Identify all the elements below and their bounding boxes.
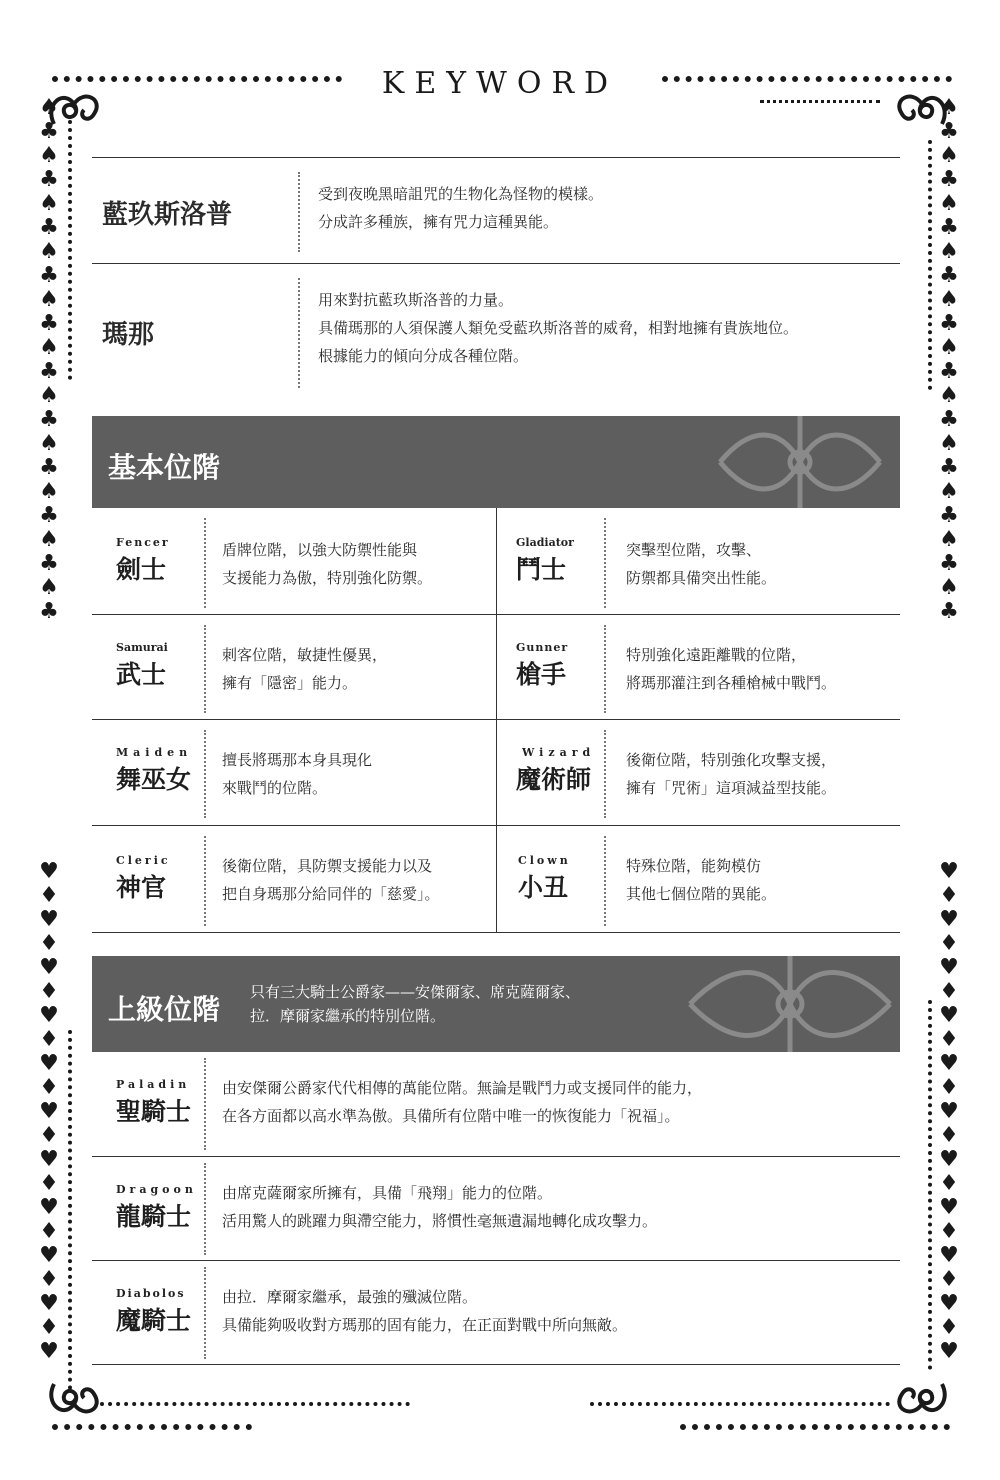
class-chinese-name: 神官	[116, 873, 167, 902]
class-english-name: Fencer	[116, 536, 170, 549]
description-line: 擁有「咒術」這項減益型技能。	[626, 779, 837, 797]
class-chinese-name: 魔術師	[516, 765, 592, 794]
class-cell-maiden	[92, 720, 496, 825]
definition-row-lanjiusiluopu	[92, 158, 900, 262]
description-line: 在各方面都以高水準為傲。具備所有位階中唯一的恢復能力「祝福」。	[222, 1107, 680, 1125]
page-title: KEYWORD	[381, 66, 619, 101]
description-line: 後衛位階，特別強化攻擊支援，	[626, 751, 837, 769]
dotted-divider	[604, 625, 606, 713]
section-banner-advanced	[92, 956, 900, 1052]
dotted-divider	[298, 278, 300, 388]
class-cell-clown	[498, 826, 900, 932]
class-english-name: Clown	[518, 854, 571, 867]
class-cell-gladiator	[498, 508, 900, 614]
definition-term: 藍玖斯洛普	[102, 200, 233, 230]
class-description	[222, 746, 372, 802]
class-english-name: Samurai	[116, 641, 168, 654]
description-line: 擁有「隱密」能力。	[222, 674, 358, 692]
description-line: 盾牌位階，以強大防禦性能與	[222, 541, 418, 559]
definition-term: 瑪那	[102, 320, 155, 350]
description-line: 根據能力的傾向分成各種位階。	[318, 347, 529, 365]
corner-scroll-bottom-left-icon	[44, 1374, 104, 1424]
class-chinese-name: 武士	[116, 660, 167, 689]
frame-bottom-right-border	[590, 1402, 890, 1406]
frame-left-lower-border	[68, 1030, 72, 1390]
description-line: 具備能夠吸收對方瑪那的固有能力，在正面對戰中所向無敵。	[222, 1316, 628, 1334]
divider-line	[92, 932, 900, 933]
class-chinese-name: 舞巫女	[116, 765, 192, 794]
class-english-name: Gunner	[516, 641, 569, 654]
description-line: 用來對抗藍玖斯洛普的力量。	[318, 291, 514, 309]
definition-description	[318, 286, 798, 370]
note-line: 只有三大騎士公爵家——安傑爾家、席克薩爾家、	[250, 983, 581, 1001]
dotted-divider	[604, 518, 606, 608]
dotted-divider	[204, 518, 206, 608]
description-line: 其他七個位階的異能。	[626, 885, 777, 903]
definition-description	[318, 180, 603, 236]
grid-center-divider	[496, 508, 497, 932]
dotted-divider	[204, 1267, 206, 1359]
description-line: 後衛位階，具防禦支援能力以及	[222, 857, 433, 875]
vine-left-upper-ornament: ♠ ♣ ♠ ♣ ♠ ♣ ♠ ♣ ♠ ♣ ♠ ♣ ♠ ♣ ♠ ♣ ♠ ♣ ♠ ♣ ♠ ♣	[39, 95, 59, 624]
divider-line	[92, 1364, 900, 1365]
description-line: 具備瑪那的人須保護人類免受藍玖斯洛普的威脅，相對地擁有貴族地位。	[318, 319, 799, 337]
vine-right-lower-ornament: ♥ ♦ ♥ ♦ ♥ ♦ ♥ ♦ ♥ ♦ ♥ ♦ ♥ ♦ ♥ ♦ ♥ ♦ ♥ ♦ ♥	[939, 859, 959, 1364]
class-description	[626, 746, 836, 802]
section-title: 基本位階	[108, 451, 221, 484]
description-line: 把自身瑪那分給同伴的「慈愛」。	[222, 885, 440, 903]
flourish-ornament-icon	[700, 416, 900, 508]
frame-right-upper-border	[928, 140, 932, 390]
class-cell-paladin	[92, 1052, 900, 1156]
class-description	[626, 536, 776, 592]
dotted-divider	[604, 836, 606, 926]
class-cell-dragoon	[92, 1157, 900, 1260]
class-description	[222, 641, 387, 697]
dotted-divider	[204, 1058, 206, 1150]
class-chinese-name: 劍士	[116, 555, 167, 584]
frame-bottom-right-outer-border	[680, 1424, 950, 1430]
frame-bottom-left-outer-border	[52, 1424, 252, 1430]
frame-right-lower-border	[928, 1000, 932, 1370]
description-line: 刺客位階，敏捷性優異，	[222, 646, 388, 664]
description-line: 受到夜晚黑暗詛咒的生物化為怪物的模樣。	[318, 185, 604, 203]
class-chinese-name: 魔騎士	[116, 1306, 192, 1335]
class-english-name: Gladiator	[516, 536, 574, 549]
class-chinese-name: 聖騎士	[116, 1097, 192, 1126]
dotted-divider	[204, 836, 206, 926]
class-chinese-name: 鬥士	[516, 555, 567, 584]
description-line: 由拉．摩爾家繼承，最強的殲滅位階。	[222, 1288, 478, 1306]
section-note	[250, 980, 580, 1028]
frame-bottom-left-border	[100, 1402, 410, 1406]
class-english-name: Cleric	[116, 854, 171, 867]
flourish-ornament-icon	[660, 956, 900, 1052]
corner-scroll-bottom-right-icon	[892, 1374, 952, 1424]
vine-right-upper-ornament: ♠ ♣ ♠ ♣ ♠ ♣ ♠ ♣ ♠ ♣ ♠ ♣ ♠ ♣ ♠ ♣ ♠ ♣ ♠ ♣ ♠ ♣	[939, 95, 959, 624]
dotted-divider	[298, 172, 300, 252]
class-chinese-name: 龍騎士	[116, 1202, 192, 1231]
definition-row-mana	[92, 264, 900, 396]
class-chinese-name: 槍手	[516, 660, 567, 689]
section-title: 上級位階	[108, 993, 221, 1026]
class-description	[222, 1179, 657, 1235]
description-line: 突擊型位階，攻擊、	[626, 541, 762, 559]
class-chinese-name: 小丑	[518, 873, 569, 902]
description-line: 擅長將瑪那本身具現化	[222, 751, 373, 769]
class-english-name: Dragoon	[116, 1183, 197, 1196]
description-line: 來戰鬥的位階。	[222, 779, 328, 797]
class-cell-fencer	[92, 508, 496, 614]
dotted-divider	[204, 625, 206, 713]
description-line: 由席克薩爾家所擁有，具備「飛翔」能力的位階。	[222, 1184, 553, 1202]
class-description	[222, 852, 440, 908]
class-english-name: Wizard	[522, 746, 596, 759]
dotted-divider	[604, 730, 606, 818]
description-line: 防禦都具備突出性能。	[626, 569, 777, 587]
class-cell-diabolos	[92, 1261, 900, 1364]
description-line: 將瑪那灌注到各種槍械中戰鬥。	[626, 674, 837, 692]
class-cell-cleric	[92, 826, 496, 932]
class-description	[222, 536, 432, 592]
description-line: 特殊位階，能夠模仿	[626, 857, 762, 875]
description-line: 由安傑爾公爵家代代相傳的萬能位階。無論是戰鬥力或支援同伴的能力，	[222, 1079, 703, 1097]
dotted-divider	[204, 1163, 206, 1255]
frame-left-upper-border	[68, 120, 72, 380]
dotted-divider	[204, 730, 206, 818]
section-banner-basic	[92, 416, 900, 508]
class-description	[222, 1074, 702, 1130]
class-english-name: Diabolos	[116, 1287, 186, 1300]
class-description	[626, 641, 836, 697]
class-cell-gunner	[498, 615, 900, 719]
class-description	[626, 852, 776, 908]
description-line: 特別強化遠距離戰的位階，	[626, 646, 807, 664]
description-line: 活用驚人的跳躍力與滯空能力，將慣性毫無遺漏地轉化成攻擊力。	[222, 1212, 658, 1230]
class-cell-samurai	[92, 615, 496, 719]
description-line: 分成許多種族，擁有咒力這種異能。	[318, 213, 559, 231]
note-line: 拉．摩爾家繼承的特別位階。	[250, 1007, 446, 1025]
class-cell-wizard	[498, 720, 900, 825]
class-english-name: Paladin	[116, 1078, 191, 1091]
description-line: 支援能力為傲，特別強化防禦。	[222, 569, 433, 587]
class-description	[222, 1283, 627, 1339]
vine-left-lower-ornament: ♥ ♦ ♥ ♦ ♥ ♦ ♥ ♦ ♥ ♦ ♥ ♦ ♥ ♦ ♥ ♦ ♥ ♦ ♥ ♦ ♥	[39, 859, 59, 1364]
class-english-name: Maiden	[116, 746, 193, 759]
